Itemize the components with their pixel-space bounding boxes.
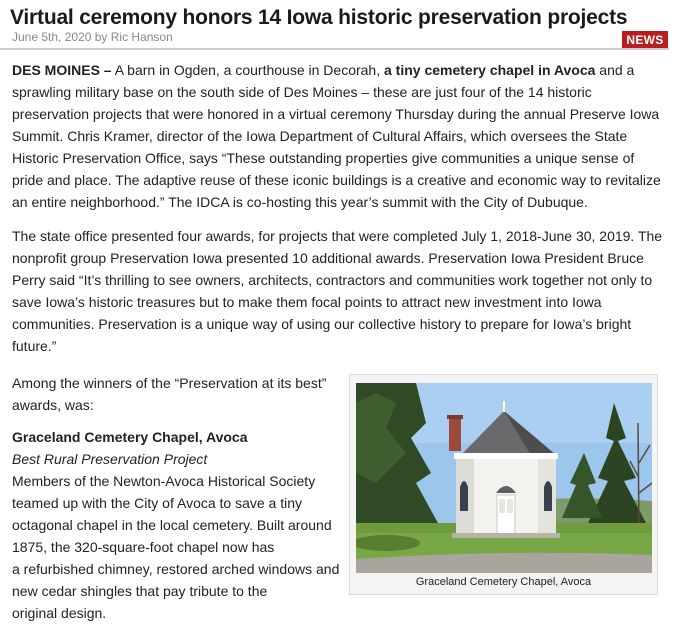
chapel-photo-figure <box>349 374 658 595</box>
photo-caption: Graceland Cemetery Chapel, Avoca <box>415 576 592 588</box>
award-description-line: a refurbished chimney, restored arched windows and <box>12 561 340 577</box>
award-description-line: new cedar shingles that pay tribute to the <box>12 583 268 599</box>
award-description-line: teamed up with the City of Avoca to save a tiny <box>12 495 303 511</box>
article-paragraph-2: The state office presented four awards, for projects that were completed July 1, 2018-June 30, 2019. The nonprofit group Preservation Iowa presented 10 additional awards. Preservation Iowa President Bruce Perry said “It’s thrilling to see owners, architects, contractors and communities work together not only to save Iowa’s historic treasures but to make them focal points to attract new investment into Iowa communities. Preservation is a unique way of using our collective history to prepare for Iowa’s bright future.” <box>12 228 663 354</box>
award-description-line: original design. <box>12 605 107 621</box>
award-description-line: 1875, the 320-square-foot chapel now has <box>12 539 275 555</box>
byline: June 5th, 2020 by Ric Hanson <box>12 30 173 44</box>
article-paragraph-1 <box>12 59 667 213</box>
paragraph-1-text-b: and a sprawling military base on the south side of Des Moines – these are just four of the 14 historic preservation projects that were honored in a virtual ceremony Thursday during the annual Preserve Iowa Summit. Chris Kramer, director of the Iowa Department of Cultural Affairs, which oversees the State Historic Preservation Office, says “These outstanding properties give communities a unique sense of pride and place. The adaptive reuse of these iconic buildings is a creative and economic way to revitalize an entire neighborhood.” The IDCA is co-hosting this year’s summit with the City of Dubuque. <box>12 62 661 210</box>
award-description-line: octagonal chapel in the local cemetery. Built around <box>12 517 332 533</box>
chapel-photo[interactable] <box>356 383 652 573</box>
news-category-badge[interactable]: NEWS <box>622 31 668 49</box>
paragraph-1-highlight: a tiny cemetery chapel in Avoca <box>384 62 596 78</box>
paragraph-1-text-a: A barn in Ogden, a courthouse in Decorah, <box>111 62 384 78</box>
headline: Virtual ceremony honors 14 Iowa historic preservation projects <box>10 6 628 29</box>
dateline: DES MOINES – <box>12 62 112 78</box>
award-column <box>12 372 342 624</box>
awards-intro: Among the winners of the “Preservation at its best” awards, was: <box>12 375 327 413</box>
award-category: Best Rural Preservation Project <box>12 451 208 467</box>
award-name: Graceland Cemetery Chapel, Avoca <box>12 429 248 445</box>
award-description-line: Members of the Newton-Avoca Historical Society <box>12 473 316 489</box>
headline-divider <box>0 48 669 50</box>
